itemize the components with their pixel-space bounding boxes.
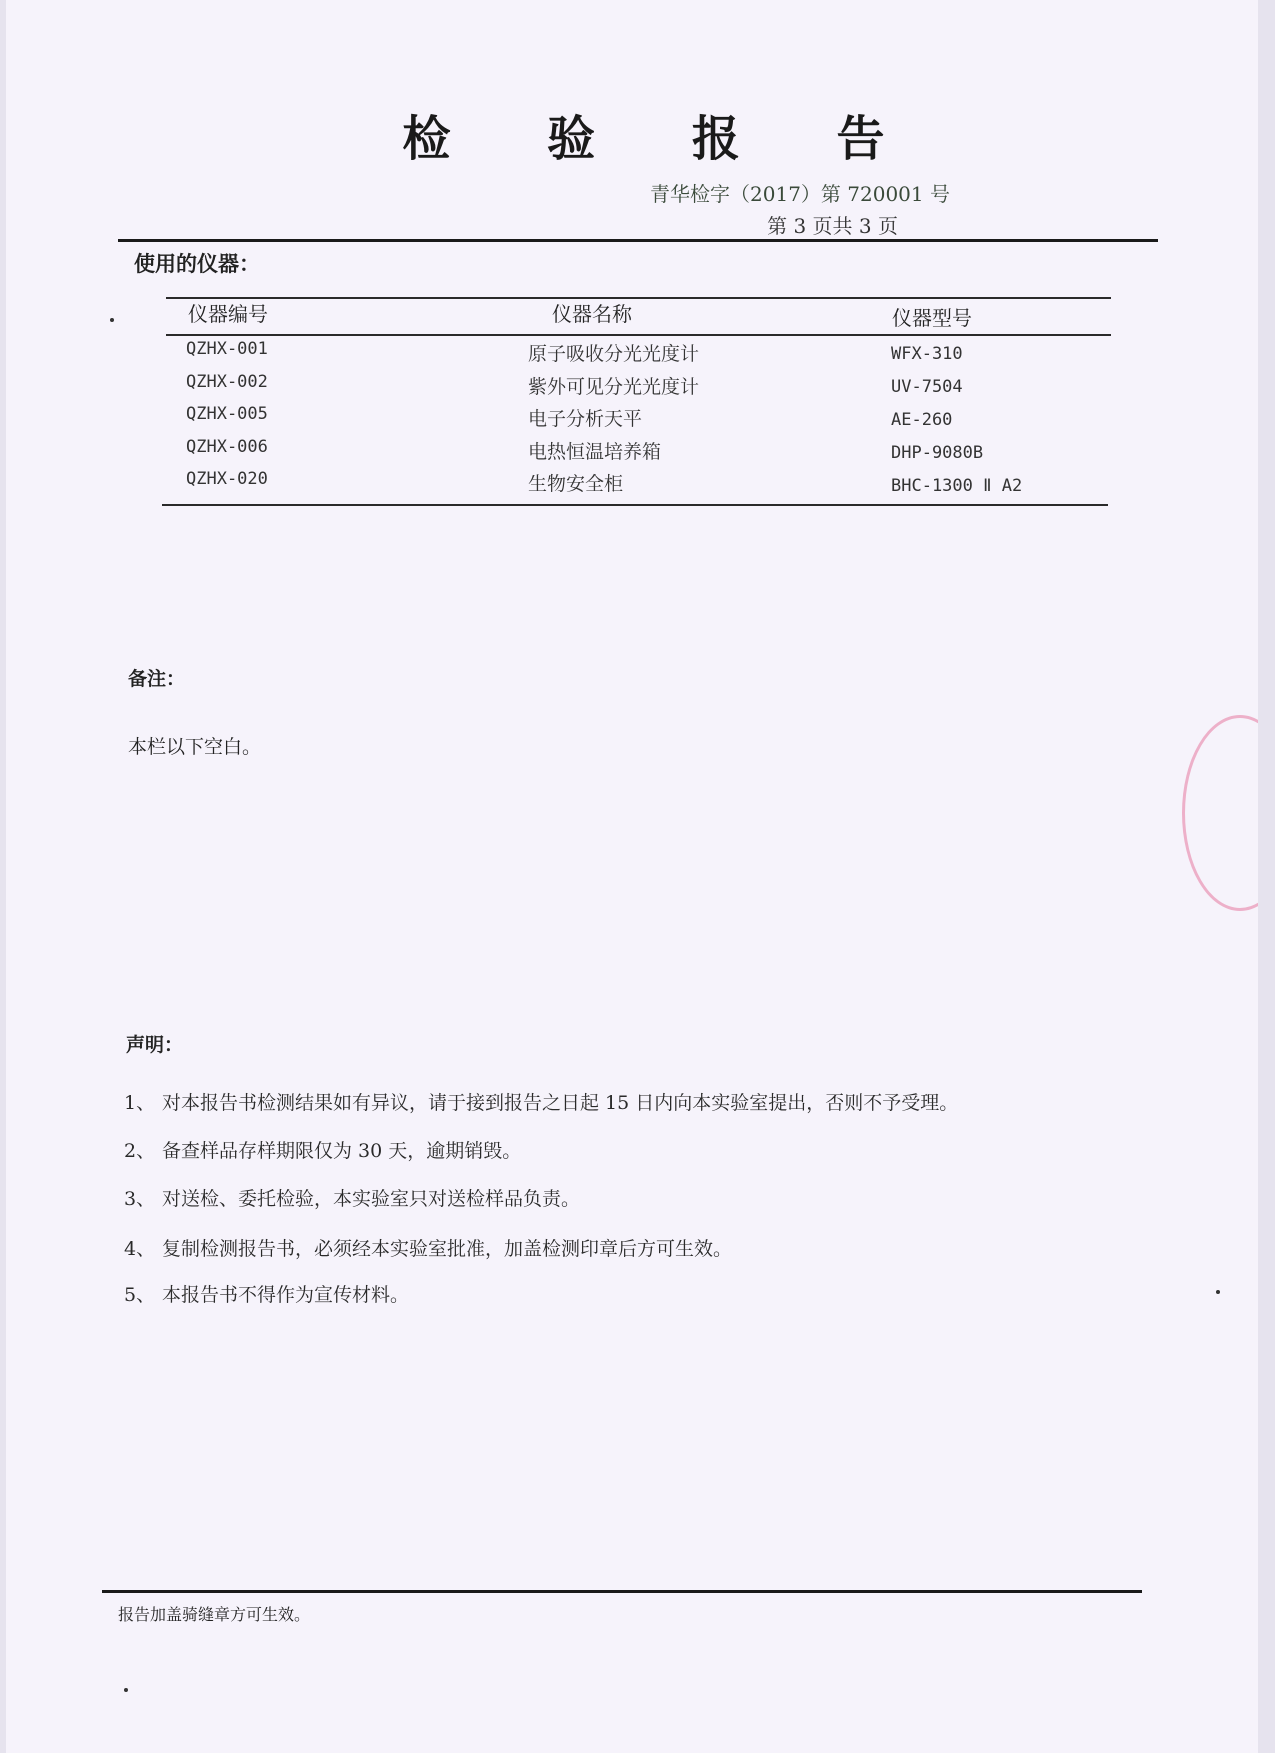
report-title: 检 验 报 告: [402, 111, 925, 167]
table-top-rule: [166, 297, 1111, 299]
remarks-text: 本栏以下空白。: [128, 736, 262, 758]
instrument-model: DHP-9080B: [891, 443, 984, 463]
statement-item-text: 复制检测报告书，必须经本实验室批准，加盖检测印章后方可生效。: [162, 1238, 733, 1260]
instrument-name: 电子分析天平: [528, 408, 643, 430]
scan-speck: [110, 318, 114, 322]
instrument-id: QZHX-002: [186, 372, 268, 392]
instruments-heading: 使用的仪器：: [134, 251, 260, 276]
statement-item-text: 对送检、委托检验，本实验室只对送检样品负责。: [162, 1188, 581, 1210]
statement-heading: 声明：: [126, 1034, 184, 1056]
statement-item-number: 4、: [124, 1238, 156, 1260]
statement-item: [124, 1088, 958, 1115]
seal-stamp-fragment: [1182, 715, 1258, 911]
page-info: 第 3 页共 3 页: [767, 214, 898, 238]
statement-item-number: 2、: [124, 1140, 156, 1162]
statement-item-number: 1、: [124, 1092, 156, 1114]
instrument-name: 电热恒温培养箱: [528, 441, 662, 463]
column-header-name: 仪器名称: [552, 302, 632, 326]
column-header-id: 仪器编号: [188, 302, 268, 326]
scan-speck: [124, 1688, 128, 1692]
statement-item: [124, 1136, 521, 1163]
instrument-name: 生物安全柜: [528, 473, 624, 495]
instrument-model: AE-260: [891, 410, 953, 430]
instrument-id: QZHX-005: [186, 404, 268, 424]
scan-speck: [1216, 1290, 1220, 1294]
footer-divider: [102, 1590, 1142, 1593]
instrument-model: WFX-310: [891, 344, 963, 364]
footer-note: 报告加盖骑缝章方可生效。: [118, 1605, 311, 1624]
statement-item-text: 本报告书不得作为宣传材料。: [162, 1284, 410, 1306]
instrument-model: BHC-1300 Ⅱ A2: [891, 476, 1023, 496]
statement-item-number: 3、: [124, 1188, 156, 1210]
column-header-model: 仪器型号: [892, 306, 972, 330]
statement-item: [124, 1234, 732, 1261]
instrument-name: 原子吸收分光光度计: [528, 343, 700, 365]
report-number: 青华检字（2017）第 720001 号: [650, 182, 950, 206]
instrument-id: QZHX-001: [186, 339, 268, 359]
instrument-name: 紫外可见分光光度计: [528, 376, 700, 398]
instrument-id: QZHX-006: [186, 437, 268, 457]
statement-item: [124, 1280, 409, 1307]
instrument-id: QZHX-020: [186, 469, 268, 489]
statement-item-number: 5、: [124, 1284, 156, 1306]
statement-item: [124, 1184, 580, 1211]
instrument-model: UV-7504: [891, 377, 963, 397]
table-bottom-rule: [162, 504, 1108, 506]
remarks-heading: 备注：: [128, 668, 186, 690]
statement-item-text: 备查样品存样期限仅为 30 天，逾期销毁。: [162, 1140, 522, 1162]
statement-item-text: 对本报告书检测结果如有异议，请于接到报告之日起 15 日内向本实验室提出，否则不予受理。: [162, 1092, 959, 1114]
report-sheet: [6, 0, 1258, 1753]
table-header-rule: [166, 334, 1111, 336]
header-divider: [118, 239, 1158, 242]
